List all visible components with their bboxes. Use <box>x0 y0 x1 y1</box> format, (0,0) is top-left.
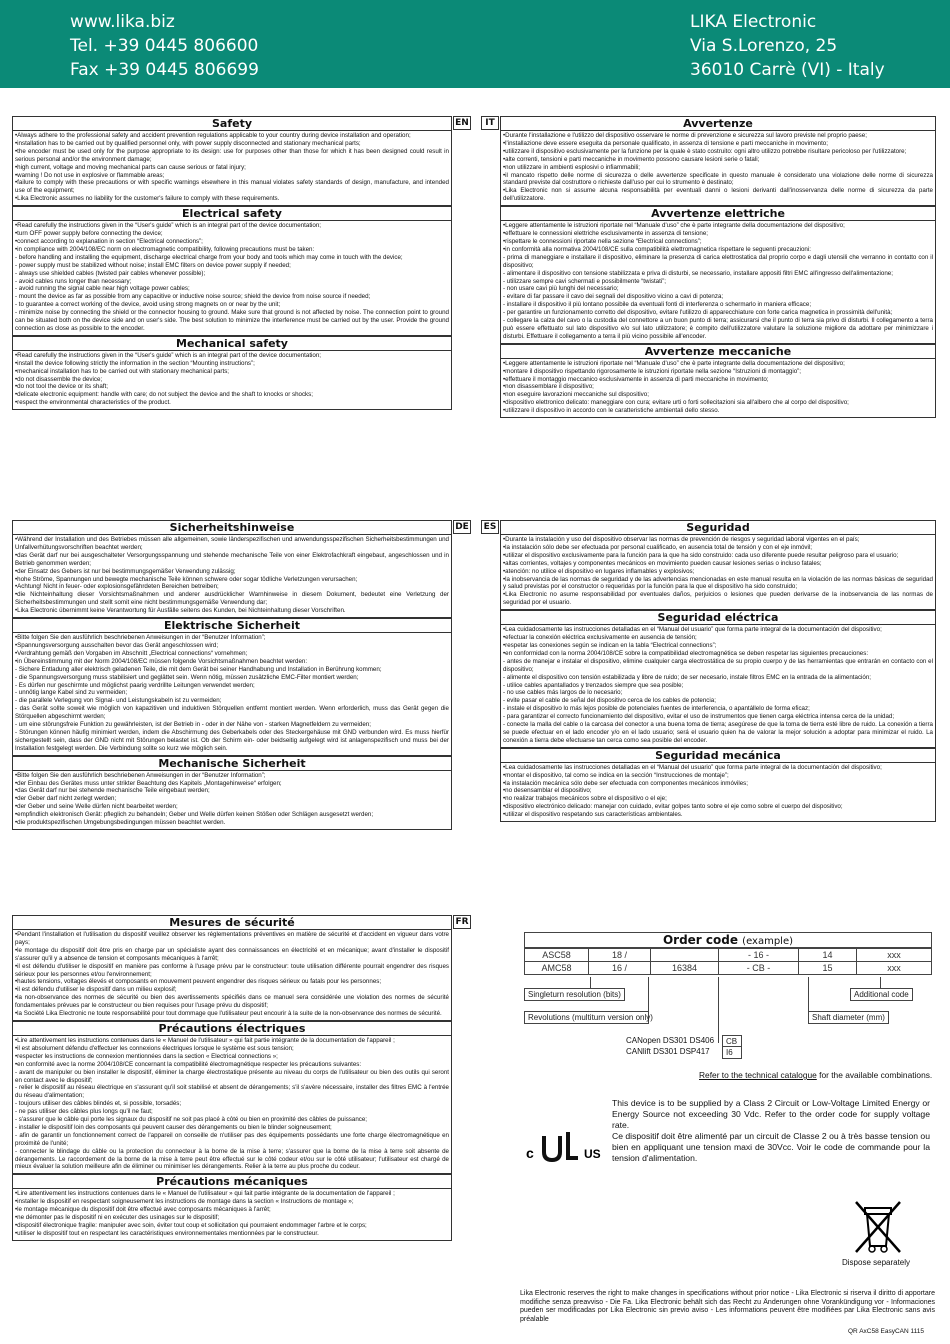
safety-item: •hautes tensions, voltages élevés et composants en mouvement peuvent engendrer des risques sérieux ou fatals pour les personnes; <box>15 978 382 986</box>
safety-item: •in conformità alla normativa 2004/108/CE sulla compatibilità elettromagnetica rispettare le seguenti precauzioni: <box>503 245 811 253</box>
safety-item: •Durante la instalación y uso del dispositivo observar las normas de prevención de riesgos y seguridad laboral vigentes en el país; <box>503 536 860 543</box>
safety-item: - power supply must be stabilized without noise; install EMC filters on device power supply if needed; <box>15 261 291 269</box>
section-title <box>500 610 936 624</box>
safety-item: •der Geber und seine Welle dürfen nicht bearbeitet werden; <box>15 803 178 811</box>
singleturn-label: Singleturn resolution (bits) <box>524 988 625 1001</box>
safety-item: •warning ! Do not use in explosive or flammable areas; <box>15 171 165 179</box>
safety-item: - die Spannungsversorgung muss stabilisiert und geglättet sein. Wenn nötig, müssen zusätzliche EMC-Filter montiert werden; <box>15 673 359 681</box>
order-code-title <box>524 932 932 948</box>
company-name: LIKA Electronic <box>690 12 817 32</box>
safety-item: •ne démonter pas le dispositif ni en exécuter des usinages sur le dispositif; <box>15 1214 220 1222</box>
section-title <box>483 520 936 534</box>
safety-item: - evitare di far passare il cavo dei segnali del dispositivo vicino a cavi di potenza; <box>503 293 724 301</box>
safety-item: •turn OFF power supply before connecting the device; <box>15 230 163 238</box>
safety-item: •Lea cuidadosamente las instrucciones detalladas en el “Manual del usuario” que forma parte integral de la documentación del dispositivo; <box>503 763 882 771</box>
safety-item: •la non-observance des normes de sécurité ou bien des avertissements spécifiés dans ce manuel sera considérée une violation des normes de sécurité fondamentales prévues par le constructeur ou bien requises pour l'usage prévu du dispositif; <box>15 994 449 1010</box>
section-title <box>12 336 452 350</box>
weee-bin-icon <box>848 1196 908 1256</box>
safety-item: •Während der Installation und des Betriebes müssen alle allgemeinen, sowie länderspezifischen und anwendungsspezifischen Sicherheitsbestimmungen und Unfallverhütungsvorschriften beachtet werden; <box>15 536 449 551</box>
section-body <box>12 534 452 618</box>
additional-code-label: Additional code <box>850 988 913 1001</box>
connector-line <box>648 977 649 1011</box>
safety-item: - avoid cables runs longer than necessary; <box>15 277 132 285</box>
safety-item: •Read carefully the instructions given in the “User's guide” which is an integral part of the device documentation; <box>15 222 322 230</box>
language-tag: DE <box>453 520 471 534</box>
order-code-grid <box>524 948 932 975</box>
header-bar <box>0 0 950 88</box>
safety-item: •utiliser le dispositif tout en respectant les caractéristiques environnementales mentionnées par le constructeur. <box>15 1229 319 1237</box>
safety-item: - Sichere Entladung aller elektrisch geladenen Teile, die mit dem Gerät bei seiner Handhabung und Installation in Berührung kommen; <box>15 665 382 673</box>
section-title-text: Avvertenze elettriche <box>651 207 785 221</box>
safety-item: - relier le dispositif au réseau électrique en s'assurant qu'il soit stabilisé et absent de dérangements; s'il s'avère nécessaire, installer des filtres EMC à l'entrée du réseau d'alimentation; <box>15 1084 449 1100</box>
order-cell: ASC58 <box>525 949 589 962</box>
section-body <box>500 130 936 206</box>
safety-item: •installer le dispositif en respectant soigneusement les instructions de montage dans la section « Instructions de montage »; <box>15 1198 354 1206</box>
safety-item: - afin de garantir un fonctionnement correct de l'appareil on conseille de n'utiliser pas des équipements possédants une forte charge électromagnétique en proximité de l'unité; <box>15 1131 449 1147</box>
safety-item: - die parallele Verlegung von Signal- und Leistungskabeln ist zu vermeiden; <box>15 697 222 705</box>
footer-disclaimer: Lika Electronic reserves the right to make changes in specifications without prior notice - Lika Electronic si riserva il diritto di apportare modifiche senza preavviso - Die Fa. Lika Electronic behält sich das Recht zu Änderungen ohne Vorankündigung vor - Informaciones pueden ser modificadas por Lika Electronic sin previo aviso - Les informations peuvent être modifiées par Lika Electronic sans avis préalable <box>520 1290 935 1323</box>
safety-item: - to guarantee a correct working of the device, avoid using strong magnets on or near by the unit; <box>15 301 281 309</box>
safety-item: •rispettare le connessioni riportate nella sezione “Electrical connections”; <box>503 237 702 245</box>
safety-item: •il est défendu d'utiliser le dispositif dans un milieu explosif; <box>15 986 177 994</box>
section-title <box>12 206 452 220</box>
safety-item: •Lire attentivement les instructions contenues dans le « Manuel de l'utilisateur » qui fait partie intégrante de la documentation de l'appareil ; <box>15 1036 395 1044</box>
safety-item: •efectuar la conexión eléctrica exclusivamente en ausencia de tensión; <box>503 634 697 642</box>
safety-item: •Leggere attentamente le istruzioni riportate nel “Manuale d'uso” che è parte integrante della documentazione del dispositivo; <box>503 222 845 230</box>
section-body <box>12 929 452 1021</box>
canlift-code: I6 <box>722 1046 742 1059</box>
section-title-text: Seguridad mecánica <box>655 748 781 762</box>
safety-item: •en conformité avec la norme 2004/108/CE concernant la compatibilité électromagnétique respecter les précautions suivantes: <box>15 1060 362 1068</box>
section-title <box>500 748 936 762</box>
safety-item: - utilizzare sempre cavi schermati e possibilmente “twistati”; <box>503 277 666 285</box>
section-title <box>485 116 936 130</box>
section-title-text: Elektrische Sicherheit <box>164 619 300 633</box>
safety-item: •der Geber darf nicht zerlegt werden; <box>15 795 117 803</box>
safety-item: •das Gerät darf nur bei ausgeschalteter Versorgungsspannung und stehende mechanische Teile von einer Elektrofachkraft eingebaut, angeschlossen und in Betrieb genommen werden; <box>15 551 449 567</box>
order-code-title-suffix: (example) <box>742 936 794 947</box>
safety-item: - installer le dispositif loin des composants qui peuvent causer des dérangements ou bien le blinder soigneusement; <box>15 1123 332 1131</box>
section-title-text: Précautions mécaniques <box>156 1175 308 1189</box>
power-supply-notice <box>612 1098 930 1164</box>
safety-item: - instale el dispositivo lo más lejos posible de potenciales fuentes de interferencia, o apantállelo de forma eficaz; <box>503 705 810 713</box>
safety-item: •montar el dispositivo, tal como se indica en la sección “Instrucciones de montaje”; <box>503 771 729 779</box>
section-body <box>12 632 452 756</box>
section-body <box>12 770 452 830</box>
safety-item: •Verdrahtung gemäß den Vorgaben im Abschnitt „Electrical connections“ vornehmen; <box>15 649 248 657</box>
safety-item: •installation has to be carried out by qualified personnel only, with power supply disconnected and stationary mechanical parts; <box>15 139 361 147</box>
ul-logo-icon <box>524 1126 604 1166</box>
order-code-title-text: Order code <box>662 933 738 947</box>
section-title-text: Seguridad eléctrica <box>657 611 779 625</box>
section-body <box>500 762 936 822</box>
safety-item: •der Einbau des Gerätes muss unter strikter Beachtung des Kapitels „Montagehinweise“ erfolgen; <box>15 779 282 787</box>
order-cell: - CB - <box>719 962 799 975</box>
language-tag: FR <box>453 915 471 929</box>
safety-item: •do not disassemble the device; <box>15 375 103 383</box>
order-cell: xxx <box>857 949 932 962</box>
safety-item: •the encoder must be used only for the purpose appropriate to its design: use for purposes other than those for which it has been designed could result in serious personal and/or the environment damage; <box>15 147 449 163</box>
cert-right-letters: US <box>584 1147 601 1161</box>
safety-item: - connecter le blindage du câble ou la protection du connecteur à la borne de la mise à terre; s'assurer que la borne de la mise à terre soit absente de dérangements. Le raccordement de la borne de la mise à terre peut être effectué sur le côté codeur et/ou sur le côté utilisateur; l'utilisateur est chargé de mieux évaluer la solution meilleure afin de éliminer ou minimiser les dérangements. Relier à la terre au plus proche du codeur. <box>15 1147 449 1171</box>
safety-item: •do not tool the device or its shaft; <box>15 383 108 391</box>
safety-item: •utilizzare il dispositivo in accordo con le caratteristiche ambientali dello stesso. <box>503 407 720 415</box>
website-link[interactable]: www.lika.biz <box>70 12 175 32</box>
safety-item: - unnötig lange Kabel sind zu vermeiden; <box>15 689 128 697</box>
safety-item: - collegare la calza del cavo o la custodia del connettore a un buon punto di terra; assicurarsi che il punto di terra sia privo di disturbi. Il collegamento a terra può essere effettuato sul lato dispositivo e/o sul lato utilizzatore; è compito dell'utilizzatore valutare la soluzione migliore da adottare per minimizzare i disturbi. Effettuare il collegamento a terra il più vicino possibile all'encoder. <box>503 317 933 340</box>
connector-line <box>590 977 591 988</box>
safety-item: •montare il dispositivo rispettando rigorosamente le istruzioni riportate nella sezione “Istruzioni di montaggio”; <box>503 367 801 375</box>
catalogue-note <box>699 1070 932 1080</box>
connector-line <box>808 977 809 1011</box>
safety-item: - avant de manipuler ou bien installer le dispositif, éliminer la charge électrostatique présente au niveau du corps de l'utilisateur ou bien des outils qui seront en contact avec le dispositif; <box>15 1068 449 1084</box>
safety-item: •hohe Ströme, Spannungen und bewegte mechanische Teile können schwere oder sogar tödliche Verletzungen verursachen; <box>15 575 358 583</box>
safety-block-it <box>485 116 936 418</box>
safety-item: •altas corrientes, voltajes y componentes mecánicos en movimiento pueden causar lesiones serias o incluso fatales; <box>503 559 822 567</box>
section-title <box>12 1174 452 1188</box>
safety-item: •Lika Electronic no asume responsabilidad por eventuales daños, perjuicios o lesiones que pueden derivarse de la inobservancia de las normas de seguridad por el usuario. <box>503 591 933 607</box>
safety-item: - ne pas utiliser des câbles plus longs qu'il ne faut; <box>15 1108 153 1116</box>
safety-item: •respecter les instructions de connexion mentionnées dans la section « Electrical connections »; <box>15 1052 278 1060</box>
notice-fr: Ce dispositif doit être alimenté par un circuit de Classe 2 ou à très basse tension ou bien en appliquant une tension maxi de 30Vcc. Voir le code de commande pour la tension d'alimentation. <box>612 1131 930 1163</box>
section-body <box>500 220 936 344</box>
safety-item: •l'installazione deve essere eseguita da personale qualificato, in assenza di tensione e parti meccaniche in movimento; <box>503 139 828 147</box>
order-code-table <box>524 932 932 975</box>
safety-item: •Achtung! Nicht in feuer- oder explosionsgefährdeten Bereichen betreiben; <box>15 583 219 591</box>
safety-item: •das Gerät darf nur bei stehende mechanische Teile eingebaut werden; <box>15 787 210 795</box>
safety-item: •la inobservancia de las normas de seguridad y de las advertencias mencionadas en este manual resulta en la violación de las normas básicas de seguridad y salud previstas por el constructor o requeridas por la función para la que el dispositivo ha sido construido; <box>503 575 933 591</box>
safety-item: •Always adhere to the professional safety and accident prevention regulations applicable to your country during device installation and operation; <box>15 132 411 139</box>
safety-item: •utilizar el dispositivo respetando sus características ambientales. <box>503 811 683 819</box>
safety-item: •non disassemblare il dispositivo; <box>503 383 594 391</box>
safety-item: •effettuare il montaggio meccanico esclusivamente in assenza di parti meccaniche in movimento; <box>503 375 769 383</box>
order-cell: 16384 <box>651 962 719 975</box>
safety-item: •respetar las conexiones según se indican en la tabla “Electrical connections”; <box>503 641 717 649</box>
safety-item: •il mancato rispetto delle norme di sicurezza o delle avvertenze specificate in questo manuale è considerato una violazione delle norme di sicurezza standard previste dal costruttore o richieste dall'uso per cui lo strumento è destinato; <box>503 171 933 187</box>
safety-item: •mechanical installation has to be carried out with stationary mechanical parts; <box>15 367 230 375</box>
canopen-code: CB <box>722 1035 742 1048</box>
safety-item: •non eseguire lavorazioni meccaniche sul dispositivo; <box>503 391 649 399</box>
section-title-text: Seguridad <box>686 521 750 534</box>
connector-line <box>718 977 719 1043</box>
section-title-text: Mechanische Sicherheit <box>158 756 306 770</box>
section-title <box>12 1021 452 1035</box>
catalogue-note-rest: for the available combinations. <box>816 1070 933 1080</box>
safety-item: •Bitte folgen Sie den ausführlich beschriebenen Anweisungen in der “Benutzer Information”; <box>15 634 266 642</box>
section-title <box>500 344 936 358</box>
safety-item: •il est défendu d'utiliser le dispositif en manière pas conforme à l'usage prévu par le constructeur: toute utilisation différente pourrait engendrer des risques sérieux pour les personnes et/ou l'environnement; <box>15 962 449 978</box>
order-cell: 15 <box>799 962 857 975</box>
section-title-text: Avvertenze <box>683 117 753 130</box>
order-code-row <box>525 949 932 962</box>
street-address: Via S.Lorenzo, 25 <box>690 36 838 56</box>
safety-item: •in compliance with 2004/108/EC norm on electromagnetic compatibility, following precautions must be taken: <box>15 245 315 253</box>
safety-item: •dispositivo elettronico delicato: maneggiare con cura; evitare urti o forti sollecitazioni sia all'albero che al corpo del dispositivo; <box>503 399 849 407</box>
safety-item: •Read carefully the instructions given in the “User's guide” which is an integral part of the device documentation; <box>15 351 322 359</box>
safety-item: •le montage mécanique du dispositif doit être effectué avec composants mécaniques à l'arrêt; <box>15 1206 271 1214</box>
safety-item: •dispositivo electrónico delicado: manejar con cuidado, evitar golpes tanto sobre el eje como sobre el cuerpo del dispositivo; <box>503 803 843 811</box>
safety-item: •Lika Electronic übernimmt keine Verantwortung für Ausfälle seitens des Kunden, bei Nichteinhaltung dieser Vorschriften. <box>15 607 346 615</box>
safety-item: •en conformidad con la norma 2004/108/CE sobre la compatibilidad electromagnética se deben respetar las siguientes precauciones: <box>503 649 869 657</box>
safety-item: •alte correnti, tensioni e parti meccaniche in movimento possono causare lesioni serie o fatali; <box>503 155 760 163</box>
safety-item: •no realizar trabajos mecánicos sobre el dispositivo o el eje; <box>503 795 667 803</box>
order-cell: xxx <box>857 962 932 975</box>
safety-item: •le montage du dispositif doit être pris en charge par un spécialiste ayant des connaissances en électricité et en mécanique; avant d'installer le dispositif s'assurer qu'il y a absence de tension et composants mécaniques à l'arrêt; <box>15 946 449 962</box>
safety-item: - Es dürfen nur geschirmte und möglichst paarig verdrillte Leitungen verwendet werden; <box>15 681 255 689</box>
safety-item: - per garantire un funzionamento corretto del dispositivo, evitare l'utilizzo di apparecchiature con forte carica magnetica in prossimità dell'unità; <box>503 309 893 317</box>
safety-item: •high current, voltage and moving mechanical parts can cause serious or fatal injury; <box>15 163 246 171</box>
safety-item: •der Einsatz des Gebers ist nur bei bestimmungsgemäßer Verwendung zulässig; <box>15 567 236 575</box>
order-cell: 18 / <box>589 949 651 962</box>
safety-item: •no desensamblar el dispositivo; <box>503 787 592 795</box>
safety-item: •utilizar el dispositivo exclusivamente para la función para la que ha sido construido: cada uso diferente puede resultar peligroso para el usuario; <box>503 551 899 559</box>
safety-item: •Leggere attentamente le istruzioni riportate nel “Manuale d'uso” che è parte integrante della documentazione del dispositivo; <box>503 359 845 367</box>
section-body <box>12 350 452 410</box>
language-tag: ES <box>481 520 499 534</box>
section-body <box>12 1188 452 1240</box>
safety-item: •die Nichteinhaltung dieser Vorsichtsmaßnahmen und anderer ausdrücklicher Warnhinweise in diesem Dokument, bedeutet eine Verletzung der Sicherheitsbestimmungen und stellt somit eine nicht bestimmungsgemäße Verwendung dar; <box>15 591 449 607</box>
connector-line <box>880 977 881 988</box>
section-title-text: Sicherheitshinweise <box>169 521 295 534</box>
safety-item: - um eine störungsfreie Funktion zu gewährleisten, ist der Betrieb in - oder in der Nähe von - starken Magnetfeldern zu vermeiden; <box>15 721 371 729</box>
safety-item: - non usare cavi più lunghi del necessario; <box>503 285 619 293</box>
safety-item: •install the device following strictly the information in the section “Mounting instructions”; <box>15 359 255 367</box>
safety-item: - conecte la malla del cable o la carcasa del conector a una buena toma de tierra; asegúrese de que la toma de tierra esté libre de ruido. La conexión a tierra se puede efectuar en el lado encoder y/o en el lado usuario; será el usuario quien ha de valorar la mejor solución a adoptar para minimizar el ruido. La conexión a tierra debe efectuarse tan cerca como sea posible del encoder. <box>503 721 933 744</box>
safety-item: - always use shielded cables (twisted pair cables whenever possible); <box>15 269 206 277</box>
safety-item: - Störungen können häufig minimiert werden, indem die Abschirmung des Geberkabels oder des Steckergehäuse mit GND verbunden wird. Es muss hierfür sichergestellt sein, dass der GND nicht mit Störungen belastet ist. Ob der Schirm ein- oder beidseitig aufgelegt wird ist anlagenspezifisch und muss bei der Installation festgelegt werden. Die Verbindung sollte so kurz wie möglich sein. <box>15 728 449 752</box>
safety-item: •Lire attentivement les instructions contenues dans le « Manuel de l'utilisateur » qui fait partie intégrante de la documentation de l'appareil ; <box>15 1190 395 1198</box>
safety-item: - mount the device as far as possible from any capacitive or inductive noise source; shield the device from noise source if needed; <box>15 293 371 301</box>
section-body <box>500 534 936 610</box>
safety-item: •Lika Electronic assumes no liability for the customer's failure to comply with these requirements. <box>15 195 280 203</box>
safety-item: - alimentare il dispositivo con tensione stabilizzata e priva di disturbi, se necessario, installare appositi filtri EMC all'ingresso dell'alimentazione; <box>503 269 893 277</box>
section-body <box>12 1035 452 1174</box>
cert-left-letter: c <box>526 1145 534 1161</box>
safety-item: •utilizzare il dispositivo esclusivamente per la funzione per la quale è stato costruito: ogni altro utilizzo potrebbe risultare pericoloso per l'utilizzatore; <box>503 147 907 155</box>
order-cell <box>651 949 719 962</box>
safety-item: - before handling and installing the equipment, discharge electrical charge from your body and tools which may come in touch with the device; <box>15 253 403 261</box>
safety-item: •Bitte folgen Sie den ausführlich beschriebenen Anweisungen in der “Benutzer Information”; <box>15 771 266 779</box>
section-title-text: Electrical safety <box>182 207 282 221</box>
safety-item: - evite pasar el cable de señal del dispositivo cerca de los cables de potencia; <box>503 697 716 705</box>
safety-item: •respect the environmental characteristics of the product. <box>15 399 171 407</box>
section-title <box>12 116 469 130</box>
order-cell: 14 <box>799 949 857 962</box>
contact-info <box>70 10 259 82</box>
section-body <box>12 220 452 336</box>
safety-item: - toujours utiliser des câbles blindés et, si possible, torsadés; <box>15 1100 182 1108</box>
notice-en: This device is to be supplied by a Class 2 Circuit or Low-Voltage Limited Energy or Energy Source not exceeding 30 Vdc. Refer to the order code for supply voltage rate. <box>612 1098 930 1130</box>
weee-caption: Dispose separately <box>842 1258 911 1267</box>
order-cell: - 16 - <box>719 949 799 962</box>
safety-item: - prima di maneggiare e installare il dispositivo, eliminare la presenza di carica elettrostatica dal proprio corpo e dagli utensili che verranno in contatto con il dispositivo; <box>503 253 933 269</box>
fax-number: Fax +39 0445 806699 <box>70 60 259 80</box>
safety-item: - installare il dispositivo il più lontano possibile da eventuali fonti di interferenza o schermarlo in maniera efficace; <box>503 301 812 309</box>
safety-item: •Spannungsversorgung ausschalten bevor das Gerät angeschlossen wird; <box>15 641 219 649</box>
catalogue-link[interactable]: Refer to the technical catalogue <box>699 1070 817 1080</box>
safety-item: •delicate electronic equipment: handle with care; do not subject the device and the shaft to knocks or shocks; <box>15 391 313 399</box>
safety-item: •effettuare le connessioni elettriche esclusivamente in assenza di tensione; <box>503 230 708 238</box>
section-title-text: Avvertenze meccaniche <box>644 344 792 358</box>
safety-block-es <box>483 520 936 822</box>
safety-item: •la Société Lika Electronic ne toute responsabilité pour tout dommage que l'utilisateur peut encourir à la suite de la non-observance des normes de sécurité. <box>15 1010 442 1018</box>
language-tag: EN <box>453 116 471 130</box>
order-cell: 16 / <box>589 962 651 975</box>
safety-item: - minimize noise by connecting the shield or the connector housing to ground. Make sure that ground is not affected by noise. The connection point to ground can be situated both on the device side and on user's side. The best solution to minimize the interference must be carried out by the user. Provide the ground connection as close as possible to the encoder. <box>15 309 449 332</box>
section-body <box>500 358 936 418</box>
safety-item: - no use cables más largos de lo necesario; <box>503 689 623 697</box>
canopen-label: CANopen DS301 DS406 <box>626 1036 715 1045</box>
language-tag: IT <box>481 116 499 130</box>
safety-item: - para garantizar el correcto funcionamiento del dispositivo, evitar el uso de instrumentos que tienen carga eléctrica intensa cerca de la unidad; <box>503 713 895 721</box>
safety-block-de <box>12 520 469 830</box>
safety-item: •Lika Electronic non si assume alcuna responsabilità per eventuali danni o lesioni derivanti dall'inosservanza delle norme di sicurezza da parte dell'utilizzatore. <box>503 187 933 203</box>
safety-item: - utilice cables apantallados y trenzados siempre que sea posible; <box>503 681 684 689</box>
safety-item: •atención: no utilice el dispositivo en lugares inflamables y explosivos; <box>503 567 695 575</box>
order-cell: AMC58 <box>525 962 589 975</box>
phone-number: Tel. +39 0445 806600 <box>70 36 259 56</box>
city-address: 36010 Carrè (VI) - Italy <box>690 60 885 80</box>
safety-item: - das Gerät sollte soweit wie möglich von kapazitiven und induktiven Störquellen entfernt montiert werden. Wenn erforderlich, muss das Gerät gegen die Störquellen abgeschirmt werden; <box>15 705 449 721</box>
safety-item: •empfindlich elektronisch Gerät: pfleglich zu behandeln; Geber und Welle dürfen keinen Stößen oder Schlägen ausgesetzt werden; <box>15 811 374 819</box>
safety-item: •la instalación mecánica sólo debe ser efectuada con componentes mecánicos inmóviles; <box>503 779 748 787</box>
section-title-text: Précautions électriques <box>158 1021 306 1035</box>
section-title-text: Safety <box>211 117 253 130</box>
revolutions-label: Revolutions (multiturn version only) <box>524 1011 649 1024</box>
section-title-text: Mesures de sécurité <box>169 916 295 929</box>
section-title <box>12 756 452 770</box>
safety-item: •Lea cuidadosamente las instrucciones detalladas en el “Manual del usuario” que forma parte integral de la documentación del dispositivo; <box>503 626 882 634</box>
safety-item: •Pendant l'installation et l'utilisation du dispositif veuillez observer les réglementations préventives en matière de sécurité et d'accident en vigueur dans votre pays; <box>15 931 449 946</box>
safety-item: - antes de manejar e instalar el dispositivo, elimine cualquier carga electrostática de su propio cuerpo y de las herramientas que entrarán en contacto con el dispositivo; <box>503 657 933 673</box>
canlift-label: CANlift DS301 DSP417 <box>626 1047 710 1056</box>
section-body <box>12 130 452 206</box>
safety-item: •dispositif électronique fragile: manipuler avec soin, éviter tout coup et sollicitation qui pourraient endommager l'arbre et le corps; <box>15 1222 367 1229</box>
section-title <box>12 618 452 632</box>
safety-item: - alimente el dispositivo con tensión estabilizada y libre de ruido; de ser necesario, instale filtros EMC en la entrada de la alimentación; <box>503 673 872 681</box>
safety-item: •die produktspezifischen Umgebungsbedingungen müssen beachtet werden. <box>15 819 226 827</box>
shaft-diameter-label: Shaft diameter (mm) <box>808 1011 889 1024</box>
safety-item: •non utilizzare in ambienti esplosivi o infiammabili; <box>503 163 640 171</box>
document-id: QR AxC58 EasyCAN 1115 <box>848 1328 924 1335</box>
safety-item: •failure to comply with these precautions or with specific warnings elsewhere in this manual violates safety standards of design, manufacture, and intended use of the equipment; <box>15 179 449 195</box>
safety-item: •il est absolument défendu d'effectuer les connexions électriques lorsque le système est sous tension; <box>15 1044 294 1052</box>
safety-block-en <box>12 116 469 410</box>
section-title <box>500 206 936 220</box>
company-address <box>690 10 885 82</box>
safety-item: •la instalación sólo debe ser efectuada por personal cualificado, en ausencia total de tensión y con el eje inmóvil; <box>503 543 812 551</box>
section-title <box>12 520 469 534</box>
safety-item: •connect according to explanation in section “Electrical connections”; <box>15 237 203 245</box>
safety-block-fr <box>12 915 469 1241</box>
section-body <box>500 624 936 748</box>
order-code-row <box>525 962 932 975</box>
safety-item: •in Übereinstimmung mit der Norm 2004/108/EC müssen folgende Vorsichtsmaßnahmen beachtet werden: <box>15 657 308 665</box>
section-title <box>12 915 469 929</box>
safety-item: - avoid running the signal cable near high voltage power cables; <box>15 285 190 293</box>
safety-item: - s'assurer que le câble qui porte les signaux du dispositif ne soit pas placé à côté ou bien en proximité des câbles de puissance; <box>15 1116 368 1124</box>
section-title-text: Mechanical safety <box>176 336 288 350</box>
ul-certification-mark <box>524 1126 604 1166</box>
safety-item: •Durante l'installazione e l'utilizzo del dispositivo osservare le norme di prevenzione e sicurezza sul lavoro previste nel proprio paese; <box>503 132 867 139</box>
